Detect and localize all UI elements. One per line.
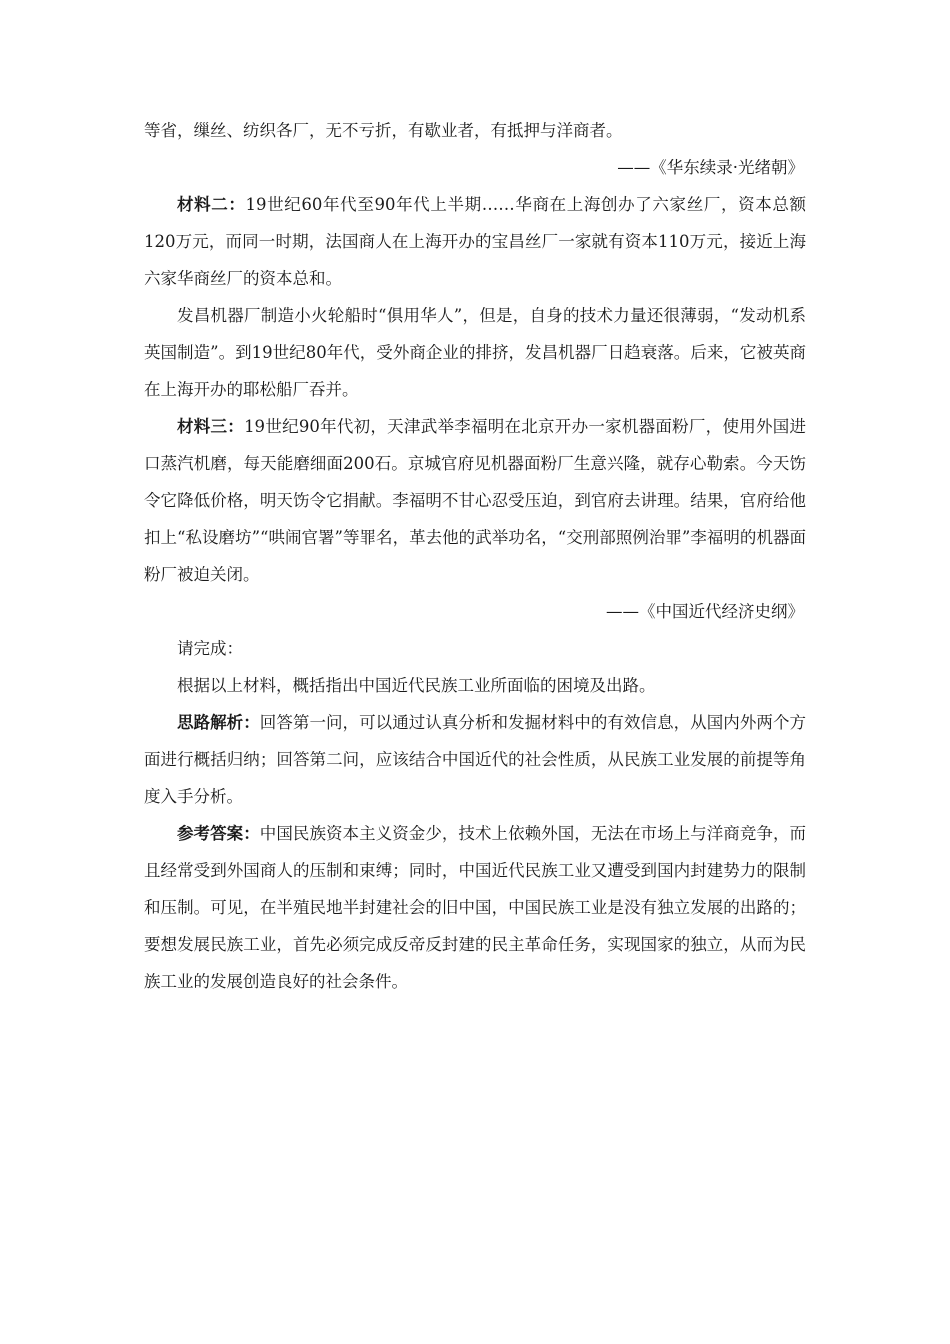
- material-two-paragraph: [144, 186, 806, 297]
- material-three-paragraph: [144, 408, 806, 593]
- source-citation-1: ——《华东续录·光绪朝》: [617, 158, 804, 177]
- question-text: 根据以上材料，概括指出中国近代民族工业所面临的困境及出路。: [177, 676, 656, 695]
- answer-text: 中国民族资本主义资金少，技术上依赖外国，无法在市场上与洋商竞争，而且经常受到外国商人的压制和束缚；同时，中国近代民族工业又遭受到国内封建势力的限制和压制。可见，在半殖民地半封建社会的旧中国，中国民族工业是没有独立发展的出路的；要想发展民族工业，首先必须完成反帝反封建的民主革命任务，实现国家的独立，从而为民族工业的发展创造良好的社会条件。: [144, 824, 807, 991]
- answer-label: 参考答案：: [177, 824, 260, 843]
- answer-paragraph: [144, 815, 806, 1000]
- material-two-label: 材料二：: [177, 195, 246, 214]
- material-two-text: 19世纪60年代至90年代上半期……华商在上海创办了六家丝厂，资本总额120万元，而同一时期，法国商人在上海开办的宝昌丝厂一家就有资本110万元，接近上海六家华商丝厂的资本总和。: [144, 195, 806, 288]
- analysis-text: 回答第一问，可以通过认真分析和发掘材料中的有效信息，从国内外两个方面进行概括归纳；回答第二问，应该结合中国近代的社会性质，从民族工业发展的前提等角度入手分析。: [144, 713, 807, 806]
- analysis-label: 思路解析：: [177, 713, 260, 732]
- material-two-paragraph-2: 发昌机器厂制造小火轮船时“俱用华人”，但是，自身的技术力量还很薄弱，“发动机系英国制造”。到19世纪80年代，受外商企业的排挤，发昌机器厂日趋衰落。后来，它被英商在上海开办的耶松船厂吞并。: [144, 306, 806, 399]
- material-one-continuation: 等省，缫丝、纺织各厂，无不亏折，有歇业者，有抵押与洋商者。: [144, 121, 623, 140]
- material-three-label: 材料三：: [177, 417, 245, 436]
- material-three-text: 19世纪90年代初，天津武举李福明在北京开办一家机器面粉厂，使用外国进口蒸汽机磨，每天能磨细面200石。京城官府见机器面粉厂生意兴隆，就存心勒索。今天饬令它降低价格，明天饬令它捐献。李福明不甘心忍受压迫，到官府去讲理。结果，官府给他扣上“私设磨坊”“哄闹官署”等罪名，革去他的武举功名，“交刑部照例治罪”李福明的机器面粉厂被迫关闭。: [144, 417, 806, 584]
- question-intro: 请完成：: [177, 639, 243, 658]
- document-page: [144, 112, 806, 1000]
- source-citation-2: ——《中国近代经济史纲》: [606, 602, 804, 621]
- analysis-paragraph: [144, 704, 806, 815]
